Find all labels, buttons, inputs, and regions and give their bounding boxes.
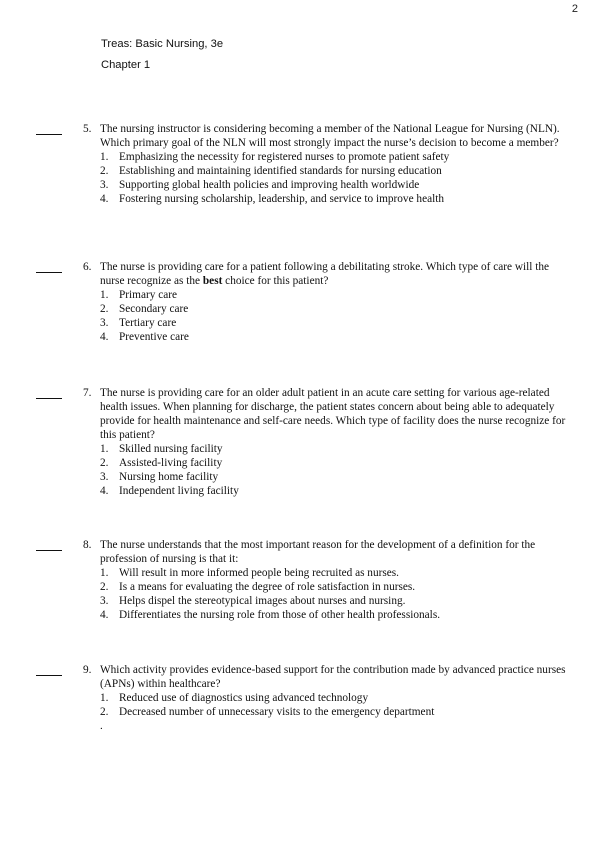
option — [100, 456, 576, 470]
options-list — [100, 288, 576, 344]
question-stem: The nurse understands that the most important reason for the development of a definition for the profession of nursing is that it: — [100, 539, 536, 565]
option — [100, 705, 576, 719]
option-number: 3. — [100, 595, 109, 607]
option-text: Assisted-living facility — [119, 457, 223, 469]
option-number: 2. — [100, 457, 109, 469]
question-6 — [36, 260, 576, 344]
option-number: 2. — [100, 303, 109, 315]
option-number: 3. — [100, 317, 109, 329]
option-text: Helps dispel the stereotypical images about nurses and nursing. — [119, 595, 406, 607]
option-text: Primary care — [119, 289, 178, 301]
option-number: 3. — [100, 179, 109, 191]
option-number: 4. — [100, 331, 109, 343]
question-stem: Which activity provides evidence-based support for the contribution made by advanced practice nurses (APNs) within healthcare? — [100, 664, 566, 690]
option — [100, 192, 576, 206]
option-number: 1. — [100, 443, 109, 455]
option-text: Secondary care — [119, 303, 189, 315]
options-list — [100, 150, 576, 206]
option — [100, 691, 576, 705]
option-text: Independent living facility — [119, 485, 239, 497]
answer-blank[interactable] — [36, 538, 62, 551]
option — [100, 150, 576, 164]
option-text: Establishing and maintaining identified standards for nursing education — [119, 165, 442, 177]
option-text: Will result in more informed people being recruited as nurses. — [119, 567, 400, 579]
option — [100, 484, 576, 498]
option-number: 1. — [100, 151, 109, 163]
trailing-mark: . — [100, 720, 103, 732]
option — [100, 316, 576, 330]
question-number: 9. — [83, 664, 92, 676]
stem-part: choice for this patient? — [222, 275, 329, 287]
option-text: Nursing home facility — [119, 471, 219, 483]
option — [100, 178, 576, 192]
question-number: 6. — [83, 261, 92, 273]
question-stem — [100, 260, 576, 288]
option-number: 4. — [100, 609, 109, 621]
option-text: Emphasizing the necessity for registered nurses to promote patient safety — [119, 151, 450, 163]
option — [100, 608, 576, 622]
option-number: 4. — [100, 193, 109, 205]
option — [100, 288, 576, 302]
options-list — [100, 691, 576, 719]
option-number: 2. — [100, 581, 109, 593]
question-8 — [36, 538, 576, 622]
option-number: 1. — [100, 692, 109, 704]
option-text: Decreased number of unnecessary visits to the emergency department — [119, 706, 435, 718]
option-text: Fostering nursing scholarship, leadership, and service to improve health — [119, 193, 445, 205]
option-text: Skilled nursing facility — [119, 443, 223, 455]
stem-emphasis: best — [202, 275, 223, 287]
option — [100, 164, 576, 178]
option — [100, 594, 576, 608]
option-number: 2. — [100, 706, 109, 718]
option — [100, 302, 576, 316]
answer-blank[interactable] — [36, 386, 62, 399]
option-number: 3. — [100, 471, 109, 483]
option-text: Preventive care — [119, 331, 189, 343]
question-number: 7. — [83, 387, 92, 399]
option — [100, 442, 576, 456]
page-number: 2 — [571, 3, 578, 15]
option-text: Supporting global health policies and improving health worldwide — [119, 179, 420, 191]
book-title: Treas: Basic Nursing, 3e — [101, 38, 224, 50]
question-number: 8. — [83, 539, 92, 551]
option-number: 1. — [100, 567, 109, 579]
option — [100, 566, 576, 580]
options-list — [100, 566, 576, 622]
option-text: Tertiary care — [119, 317, 177, 329]
option — [100, 470, 576, 484]
chapter-label: Chapter 1 — [101, 59, 151, 71]
question-stem: The nursing instructor is considering becoming a member of the National League for Nursing (NLN). Which primary goal of the NLN will most strongly impact the nurse’s decision to become a member? — [100, 123, 560, 149]
option — [100, 330, 576, 344]
question-stem: The nurse is providing care for an older adult patient in an acute care setting for various age-related health issues. When planning for discharge, the patient states concern about being able to adequately provide for health maintenance and self-care needs. Which type of facility does the nurse recognize for this patient? — [100, 387, 566, 441]
option-text: Is a means for evaluating the degree of role satisfaction in nurses. — [119, 581, 416, 593]
question-number: 5. — [83, 123, 92, 135]
answer-blank[interactable] — [36, 260, 62, 273]
option — [100, 580, 576, 594]
option-number: 4. — [100, 485, 109, 497]
option-number: 2. — [100, 165, 109, 177]
answer-blank[interactable] — [36, 663, 62, 676]
option-text: Differentiates the nursing role from those of other health professionals. — [119, 609, 441, 621]
option-number: 1. — [100, 289, 109, 301]
stem-part: The nurse is providing care for a patient following a debilitating stroke. Which type of care will the nurse recognize as the — [100, 261, 550, 287]
answer-blank[interactable] — [36, 122, 62, 135]
question-5 — [36, 122, 576, 206]
question-7 — [36, 386, 576, 498]
option-text: Reduced use of diagnostics using advanced technology — [119, 692, 369, 704]
options-list — [100, 442, 576, 498]
question-9 — [36, 663, 576, 719]
